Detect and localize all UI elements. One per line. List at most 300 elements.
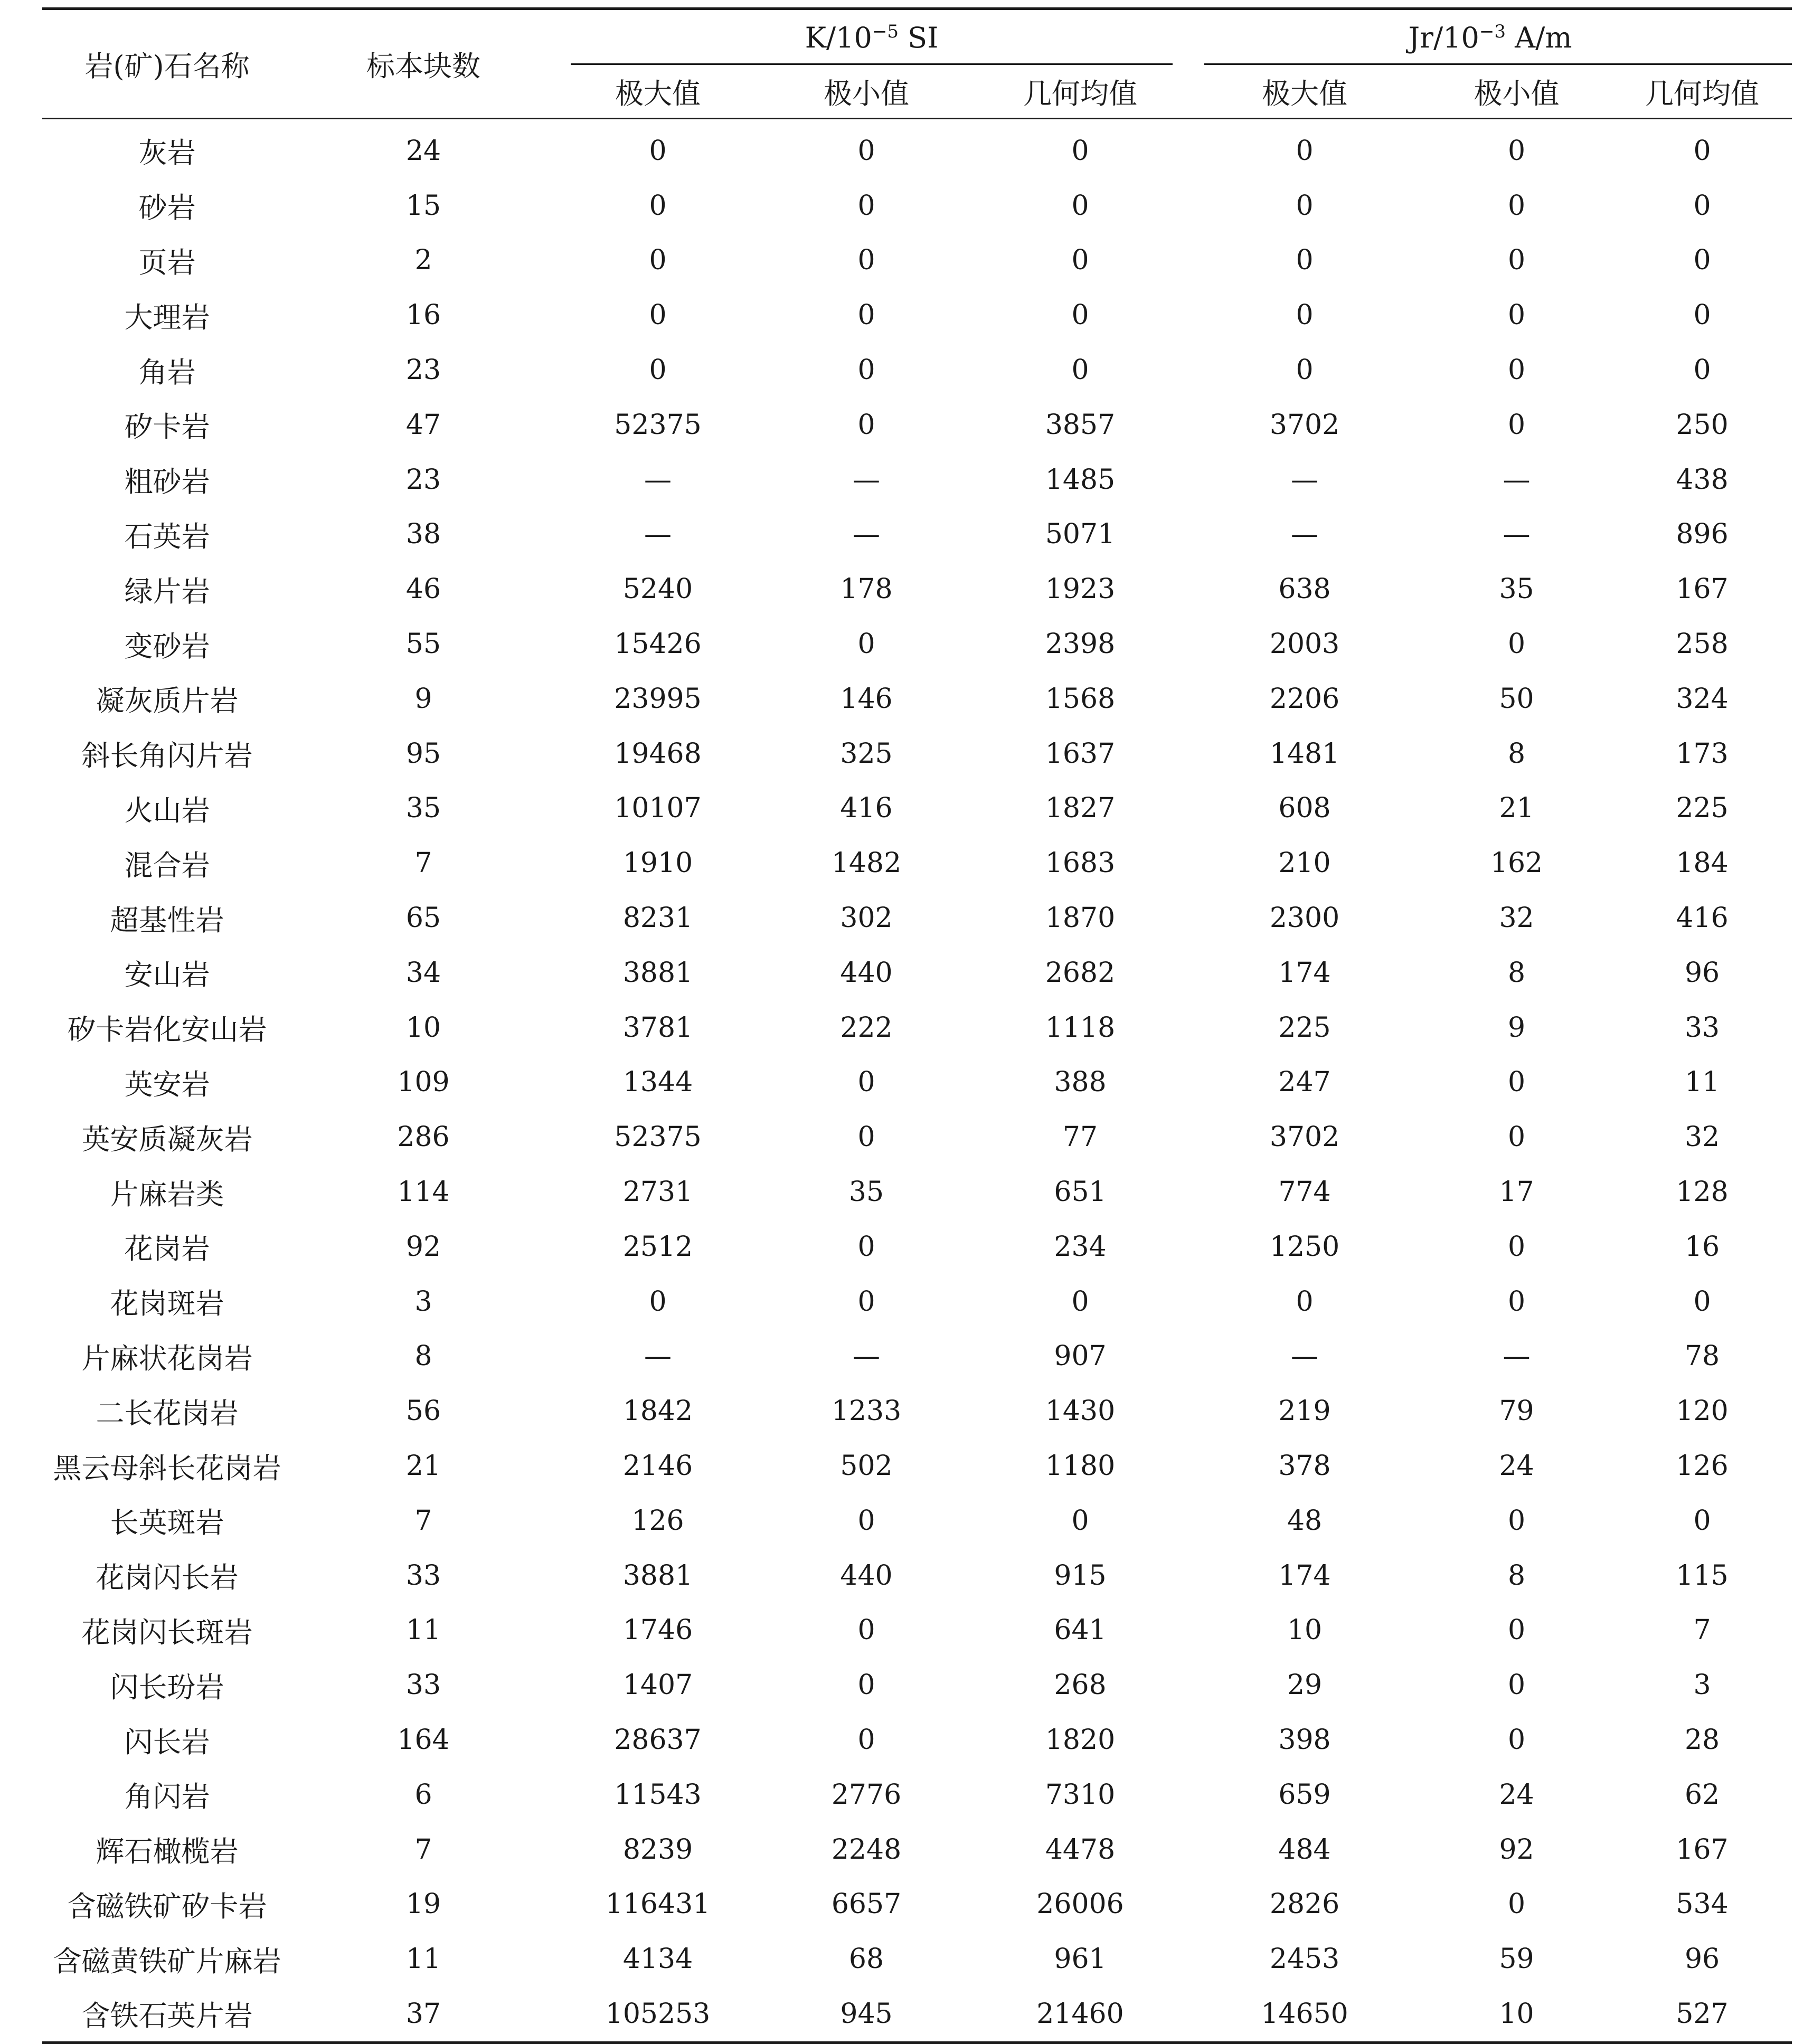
rock-name-cell: 黑云母斜长花岗岩	[53, 1451, 281, 1485]
jr-min-cell: 0	[1507, 1614, 1526, 1646]
k-geomean-cell: 0	[1071, 244, 1089, 277]
table-row	[42, 945, 1792, 1000]
k-max-cell: —	[644, 518, 672, 551]
k-geomean-cell: 1637	[1045, 737, 1116, 770]
k-min-cell: 0	[857, 190, 875, 222]
jr-geomean-cell: 167	[1676, 1833, 1729, 1866]
k-max-cell: 8231	[622, 902, 693, 934]
k-max-cell: 3881	[622, 957, 693, 989]
k-max-cell: 28637	[614, 1724, 702, 1756]
jr-max-cell: 0	[1296, 135, 1314, 167]
table-header	[42, 9, 1792, 119]
jr-max-cell: 659	[1278, 1778, 1331, 1811]
k-geomean-cell: 0	[1071, 1504, 1089, 1537]
table-row	[42, 1986, 1792, 2042]
k-min-cell: —	[853, 1340, 880, 1373]
jr-geomean-cell: 78	[1684, 1340, 1720, 1373]
k-geomean-cell: 4478	[1045, 1833, 1116, 1866]
jr-geomean-cell: 0	[1693, 135, 1711, 167]
k-max-cell: 3781	[622, 1011, 693, 1044]
k-max-cell: 1910	[622, 847, 693, 879]
rock-name-cell: 含磁铁矿矽卡岩	[67, 1889, 267, 1923]
table-row	[42, 1877, 1792, 1932]
rock-name-cell: 角闪岩	[124, 1780, 210, 1814]
sample-count-cell: 3	[414, 1285, 432, 1318]
jr-max-cell: 398	[1278, 1724, 1331, 1756]
k-min-cell: —	[853, 518, 880, 551]
jr-max-cell: 0	[1296, 299, 1314, 332]
jr-geomean-cell: 0	[1693, 1285, 1711, 1318]
sample-count-cell: 109	[397, 1066, 450, 1099]
rock-name-cell: 矽卡岩化安山岩	[67, 1013, 267, 1047]
k-geomean-cell: 5071	[1045, 518, 1116, 551]
rock-name-cell: 安山岩	[124, 958, 210, 992]
jr-geomean-cell: 3	[1693, 1669, 1711, 1701]
rock-name-cell: 花岗岩	[124, 1232, 210, 1266]
table-row	[42, 836, 1792, 891]
k-max-cell: 126	[631, 1504, 684, 1537]
table-row	[42, 288, 1792, 343]
table-row	[42, 1384, 1792, 1439]
k-min-cell: 0	[857, 628, 875, 660]
rock-name-cell: 砂岩	[138, 191, 196, 225]
k-geomean-cell: 77	[1062, 1121, 1098, 1153]
table-row	[42, 1712, 1792, 1767]
table-row	[42, 119, 1792, 178]
k-geomean-cell: 21460	[1036, 1998, 1124, 2030]
jr-min-header: 极小值	[1474, 77, 1560, 110]
jr-min-cell: 0	[1507, 1066, 1526, 1099]
k-geomean-cell: 1568	[1045, 683, 1116, 715]
jr-min-cell: 0	[1507, 1121, 1526, 1153]
jr-min-cell: 0	[1507, 244, 1526, 277]
jr-max-cell: 174	[1278, 957, 1331, 989]
jr-max-cell: —	[1291, 1340, 1319, 1373]
jr-max-cell: 2453	[1269, 1943, 1340, 1975]
jr-geomean-cell: 438	[1676, 463, 1729, 496]
table-row	[42, 562, 1792, 617]
table-row	[42, 1219, 1792, 1274]
jr-geomean-cell: 0	[1693, 1504, 1711, 1537]
k-min-cell: 440	[840, 957, 893, 989]
k-max-cell: 2512	[622, 1231, 693, 1263]
sample-count-cell: 95	[405, 737, 441, 770]
k-geomean-cell: 1820	[1045, 1724, 1116, 1756]
table-row	[42, 1274, 1792, 1329]
sample-count-cell: 47	[405, 409, 441, 441]
jr-geomean-cell: 96	[1684, 1943, 1720, 1975]
rock-magnetism-table-container	[42, 7, 1792, 2044]
sample-count-cell: 8	[414, 1340, 432, 1373]
susceptibility-group-rule	[571, 63, 1173, 65]
k-min-cell: 0	[857, 1121, 875, 1153]
k-geomean-cell: 26006	[1036, 1888, 1124, 1920]
jr-min-cell: 50	[1499, 683, 1534, 715]
sample-count-cell: 21	[405, 1450, 441, 1482]
table-row	[42, 1000, 1792, 1055]
k-max-cell: 0	[649, 190, 667, 222]
jr-min-cell: 9	[1507, 1011, 1526, 1044]
jr-max-cell: 0	[1296, 190, 1314, 222]
table-row	[42, 726, 1792, 781]
sample-count-cell: 46	[405, 573, 441, 605]
sample-count-cell: 10	[405, 1011, 441, 1044]
sample-count-cell: 164	[397, 1724, 450, 1756]
jr-geomean-cell: 16	[1684, 1231, 1720, 1263]
jr-min-cell: 0	[1507, 1724, 1526, 1756]
k-min-cell: 0	[857, 1285, 875, 1318]
jr-max-cell: 3702	[1269, 409, 1340, 441]
k-min-cell: 0	[857, 1066, 875, 1099]
k-max-cell: 3881	[622, 1559, 693, 1592]
sample-count-cell: 16	[405, 299, 441, 332]
rock-name-cell: 角岩	[138, 355, 196, 389]
sample-count-cell: 114	[397, 1176, 450, 1208]
k-min-cell: 440	[840, 1559, 893, 1592]
jr-max-cell: 210	[1278, 847, 1331, 879]
jr-max-cell: 484	[1278, 1833, 1331, 1866]
k-geomean-header: 几何均值	[1023, 77, 1138, 110]
rock-name-cell: 火山岩	[124, 793, 210, 827]
k-geomean-cell: 1430	[1045, 1395, 1116, 1427]
k-max-cell: 2731	[622, 1176, 693, 1208]
k-geomean-cell: 388	[1054, 1066, 1107, 1099]
table-row	[42, 452, 1792, 507]
table-row	[42, 781, 1792, 836]
table-row	[42, 343, 1792, 398]
jr-max-cell: 2206	[1269, 683, 1340, 715]
k-max-cell: 105253	[605, 1998, 711, 2030]
jr-geomean-cell: 0	[1693, 190, 1711, 222]
sample-count-cell: 34	[405, 957, 441, 989]
table-row	[42, 1822, 1792, 1877]
rock-name-cell: 闪长岩	[124, 1725, 210, 1759]
k-max-cell: 0	[649, 135, 667, 167]
sample-count-cell: 23	[405, 354, 441, 386]
k-max-cell: 5240	[622, 573, 693, 605]
jr-max-cell: 219	[1278, 1395, 1331, 1427]
sample-count-cell: 33	[405, 1559, 441, 1592]
table-row	[42, 1165, 1792, 1219]
jr-geomean-cell: 324	[1676, 683, 1729, 715]
sample-count-cell: 92	[405, 1231, 441, 1263]
rock-name-cell: 辉石橄榄岩	[96, 1835, 239, 1869]
jr-max-cell: 0	[1296, 244, 1314, 277]
k-geomean-cell: 1827	[1045, 792, 1116, 825]
jr-max-header: 极大值	[1262, 77, 1348, 110]
sample-count-cell: 56	[405, 1395, 441, 1427]
rock-name-cell: 凝灰质片岩	[96, 684, 239, 718]
jr-min-cell: 0	[1507, 354, 1526, 386]
jr-max-cell: 247	[1278, 1066, 1331, 1099]
k-max-cell: 1344	[622, 1066, 693, 1099]
k-max-cell: —	[644, 463, 672, 496]
jr-min-cell: 0	[1507, 135, 1526, 167]
rock-name-cell: 英安质凝灰岩	[81, 1122, 253, 1156]
jr-min-cell: 10	[1499, 1998, 1534, 2030]
table-row	[42, 671, 1792, 726]
table-row	[42, 617, 1792, 671]
sample-count-cell: 7	[414, 847, 432, 879]
jr-geomean-cell: 32	[1684, 1121, 1720, 1153]
k-geomean-cell: 0	[1071, 1285, 1089, 1318]
jr-geomean-cell: 416	[1676, 902, 1729, 934]
k-min-cell: 416	[840, 792, 893, 825]
jr-max-cell: 29	[1287, 1669, 1323, 1701]
rock-name-cell: 页岩	[138, 245, 196, 279]
table-body	[42, 119, 1792, 2043]
k-min-cell: 2776	[831, 1778, 902, 1811]
jr-min-cell: 59	[1499, 1943, 1534, 1975]
jr-max-cell: —	[1291, 518, 1319, 551]
remanence-unit-prefix: Jr/10	[1408, 21, 1479, 54]
k-min-cell: 2248	[831, 1833, 902, 1866]
rock-name-cell: 闪长玢岩	[110, 1670, 224, 1704]
k-max-cell: 19468	[614, 737, 702, 770]
k-min-cell: 0	[857, 244, 875, 277]
k-min-cell: 1482	[831, 847, 902, 879]
k-geomean-cell: 641	[1054, 1614, 1107, 1646]
rock-name-cell: 花岗闪长岩	[96, 1561, 239, 1595]
table-row	[42, 398, 1792, 452]
rock-name-cell: 矽卡岩	[124, 410, 210, 444]
k-max-cell: 10107	[614, 792, 702, 825]
sample-count-cell: 15	[405, 190, 441, 222]
k-geomean-cell: 651	[1054, 1176, 1107, 1208]
susceptibility-unit-exponent: −5	[872, 21, 899, 42]
jr-max-cell: 638	[1278, 573, 1331, 605]
table-row	[42, 1055, 1792, 1110]
k-min-cell: —	[853, 463, 880, 496]
jr-geomean-cell: 7	[1693, 1614, 1711, 1646]
table-row	[42, 1110, 1792, 1165]
k-geomean-cell: 268	[1054, 1669, 1107, 1701]
susceptibility-unit-prefix: K/10	[805, 21, 872, 54]
table-row	[42, 1767, 1792, 1822]
sample-count-cell: 55	[405, 628, 441, 660]
k-max-cell: —	[644, 1340, 672, 1373]
jr-geomean-cell: 115	[1676, 1559, 1729, 1592]
rock-name-cell: 花岗闪长斑岩	[81, 1615, 253, 1649]
jr-geomean-cell: 62	[1684, 1778, 1720, 1811]
jr-max-cell: 225	[1278, 1011, 1331, 1044]
rock-name-cell: 变砂岩	[124, 629, 210, 663]
k-geomean-cell: 2682	[1045, 957, 1116, 989]
susceptibility-unit-suffix: SI	[898, 21, 939, 54]
header-row-group	[42, 9, 1792, 65]
jr-min-cell: 35	[1499, 573, 1534, 605]
k-max-cell: 11543	[614, 1778, 702, 1811]
sample-count-cell: 37	[405, 1998, 441, 2030]
jr-max-cell: —	[1291, 463, 1319, 496]
sample-count-cell: 23	[405, 463, 441, 496]
table-row	[42, 1932, 1792, 1986]
jr-min-cell: 0	[1507, 409, 1526, 441]
jr-min-cell: 8	[1507, 957, 1526, 989]
jr-max-cell: 14650	[1261, 1998, 1348, 2030]
k-geomean-cell: 907	[1054, 1340, 1107, 1373]
jr-geomean-cell: 184	[1676, 847, 1729, 879]
sample-count-cell: 65	[405, 902, 441, 934]
sample-count-cell: 19	[405, 1888, 441, 1920]
rock-name-cell: 含磁黄铁矿片麻岩	[53, 1944, 281, 1978]
jr-max-cell: 174	[1278, 1559, 1331, 1592]
table-row	[42, 178, 1792, 233]
sample-count-cell: 38	[405, 518, 441, 551]
rock-name-cell: 石英岩	[124, 519, 210, 553]
jr-geomean-cell: 0	[1693, 354, 1711, 386]
rock-name-cell: 灰岩	[138, 136, 196, 170]
k-min-cell: 502	[840, 1450, 893, 1482]
jr-geomean-cell: 11	[1684, 1066, 1720, 1099]
jr-min-cell: 32	[1499, 902, 1534, 934]
jr-min-cell: —	[1503, 518, 1531, 551]
jr-geomean-cell: 250	[1676, 409, 1729, 441]
sample-count-cell: 24	[405, 135, 441, 167]
k-geomean-cell: 0	[1071, 299, 1089, 332]
k-min-cell: 0	[857, 299, 875, 332]
rock-name-cell: 绿片岩	[124, 574, 210, 608]
k-geomean-cell: 0	[1071, 354, 1089, 386]
k-geomean-cell: 0	[1071, 190, 1089, 222]
table-row	[42, 1548, 1792, 1603]
k-geomean-cell: 7310	[1045, 1778, 1116, 1811]
jr-geomean-cell: 0	[1693, 244, 1711, 277]
jr-min-cell: 8	[1507, 737, 1526, 770]
k-max-cell: 0	[649, 299, 667, 332]
k-max-cell: 15426	[614, 628, 702, 660]
jr-geomean-header: 几何均值	[1645, 77, 1760, 110]
k-min-cell: 146	[840, 683, 893, 715]
rock-name-cell: 混合岩	[124, 848, 210, 882]
jr-max-cell: 608	[1278, 792, 1331, 825]
k-max-cell: 0	[649, 354, 667, 386]
rock-name-cell: 斜长角闪片岩	[81, 739, 253, 773]
sample-count-cell: 7	[414, 1504, 432, 1537]
rock-name-header: 岩(矿)石名称	[84, 49, 250, 83]
jr-max-cell: 3702	[1269, 1121, 1340, 1153]
k-max-cell: 52375	[614, 409, 702, 441]
k-geomean-cell: 1118	[1045, 1011, 1116, 1044]
jr-max-cell: 0	[1296, 1285, 1314, 1318]
jr-geomean-cell: 534	[1676, 1888, 1729, 1920]
rock-name-cell: 超基性岩	[110, 903, 224, 937]
k-geomean-cell: 1180	[1045, 1450, 1116, 1482]
k-min-cell: 0	[857, 1669, 875, 1701]
rock-name-cell: 含铁石英片岩	[81, 1999, 253, 2033]
table-row	[42, 1658, 1792, 1712]
k-max-header: 极大值	[615, 77, 701, 110]
k-min-cell: 6657	[831, 1888, 902, 1920]
remanence-unit-exponent: −3	[1479, 21, 1506, 42]
jr-geomean-cell: 126	[1676, 1450, 1729, 1482]
jr-max-cell: 2003	[1269, 628, 1340, 660]
sample-count-cell: 6	[414, 1778, 432, 1811]
jr-geomean-cell: 167	[1676, 573, 1729, 605]
jr-geomean-cell: 0	[1693, 299, 1711, 332]
jr-geomean-cell: 896	[1676, 518, 1729, 551]
k-max-cell: 8239	[622, 1833, 693, 1866]
jr-geomean-cell: 258	[1676, 628, 1729, 660]
sample-count-cell: 286	[397, 1121, 450, 1153]
jr-min-cell: 162	[1490, 847, 1543, 879]
rock-magnetism-table	[42, 7, 1792, 2044]
k-min-cell: 0	[857, 354, 875, 386]
jr-min-cell: 0	[1507, 190, 1526, 222]
k-min-cell: 178	[840, 573, 893, 605]
rock-name-cell: 片麻岩类	[110, 1177, 224, 1211]
sample-count-header: 标本块数	[366, 49, 480, 83]
jr-max-cell: 2826	[1269, 1888, 1340, 1920]
jr-min-cell: 0	[1507, 628, 1526, 660]
jr-max-cell: 1250	[1269, 1231, 1340, 1263]
k-min-cell: 68	[848, 1943, 884, 1975]
jr-geomean-cell: 173	[1676, 737, 1729, 770]
jr-min-cell: 24	[1499, 1450, 1534, 1482]
k-max-cell: 1407	[622, 1669, 693, 1701]
jr-geomean-cell: 120	[1676, 1395, 1729, 1427]
k-min-cell: 0	[857, 135, 875, 167]
jr-geomean-cell: 33	[1684, 1011, 1720, 1044]
k-max-cell: 116431	[605, 1888, 711, 1920]
jr-min-cell: 0	[1507, 1231, 1526, 1263]
sample-count-cell: 9	[414, 683, 432, 715]
table-row	[42, 891, 1792, 945]
table-row	[42, 1329, 1792, 1384]
jr-min-cell: 0	[1507, 1504, 1526, 1537]
sample-count-cell: 33	[405, 1669, 441, 1701]
rock-name-cell: 片麻状花岗岩	[81, 1341, 253, 1375]
jr-min-cell: —	[1503, 1340, 1531, 1373]
remanence-group-rule	[1204, 63, 1792, 65]
table-row	[42, 1493, 1792, 1548]
table-row	[42, 1439, 1792, 1493]
k-geomean-cell: 961	[1054, 1943, 1107, 1975]
jr-geomean-cell: 28	[1684, 1724, 1720, 1756]
k-min-cell: 222	[840, 1011, 893, 1044]
rock-name-cell: 粗砂岩	[124, 465, 210, 499]
k-max-cell: 4134	[622, 1943, 693, 1975]
k-max-cell: 1746	[622, 1614, 693, 1646]
k-geomean-cell: 1485	[1045, 463, 1116, 496]
jr-min-cell: 0	[1507, 1888, 1526, 1920]
jr-min-cell: 92	[1499, 1833, 1534, 1866]
jr-max-cell: 0	[1296, 354, 1314, 386]
k-geomean-cell: 1870	[1045, 902, 1116, 934]
k-max-cell: 52375	[614, 1121, 702, 1153]
rock-name-cell: 英安岩	[124, 1067, 210, 1101]
k-geomean-cell: 234	[1054, 1231, 1107, 1263]
sample-count-cell: 35	[405, 792, 441, 825]
jr-min-cell: 0	[1507, 1669, 1526, 1701]
jr-max-cell: 1481	[1269, 737, 1340, 770]
rock-name-cell: 大理岩	[124, 300, 210, 334]
remanence-group-header	[1188, 9, 1792, 65]
jr-geomean-cell: 527	[1676, 1998, 1729, 2030]
k-min-cell: 325	[840, 737, 893, 770]
table-row	[42, 1603, 1792, 1658]
k-geomean-cell: 0	[1071, 135, 1089, 167]
k-min-cell: 0	[857, 1614, 875, 1646]
k-max-cell: 2146	[622, 1450, 693, 1482]
jr-geomean-cell: 96	[1684, 957, 1720, 989]
jr-min-cell: 0	[1507, 299, 1526, 332]
k-min-header: 极小值	[824, 77, 909, 110]
jr-geomean-cell: 128	[1676, 1176, 1729, 1208]
jr-min-cell: 79	[1499, 1395, 1534, 1427]
rock-name-cell: 花岗斑岩	[110, 1287, 224, 1321]
jr-min-cell: 0	[1507, 1285, 1526, 1318]
